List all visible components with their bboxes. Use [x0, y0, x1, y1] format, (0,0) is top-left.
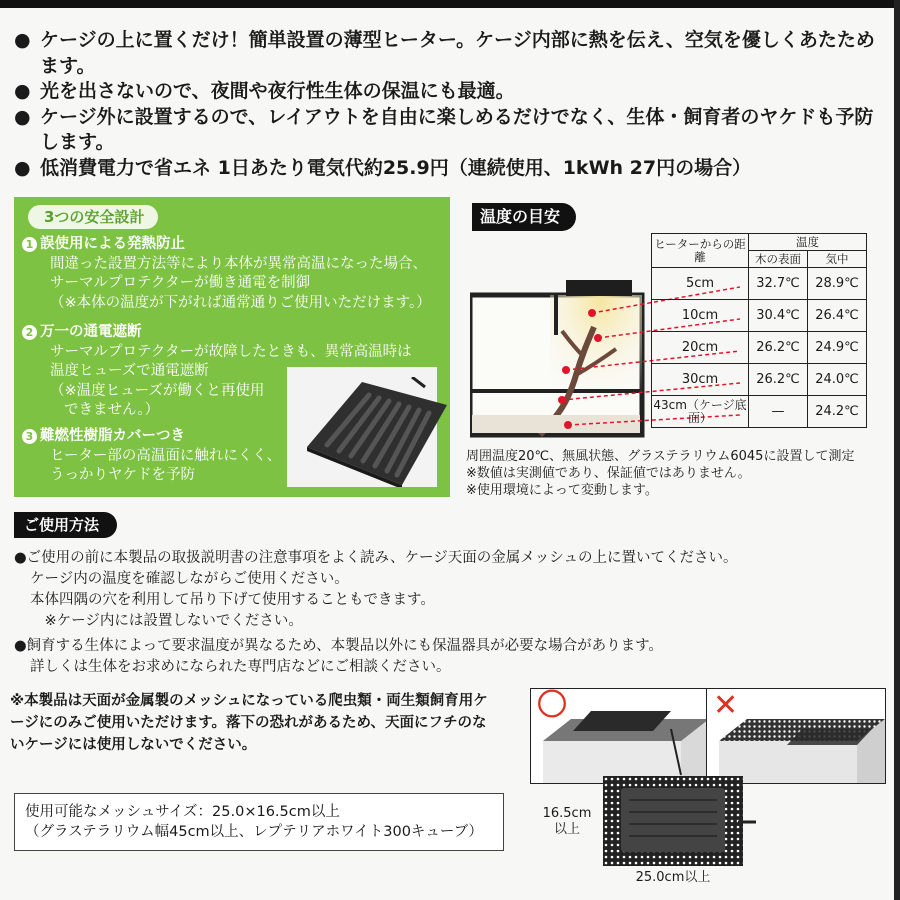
mesh-size-diagram	[603, 776, 743, 866]
feature-item: ● 低消費電力で省エネ 1日あたり電気代約25.9円（連続使用、1kWh 27円の場合）	[14, 156, 884, 182]
col-wood-header: 木の表面	[749, 251, 808, 268]
cage-ng-icon	[707, 689, 885, 783]
safety-item-heading: 誤使用による発熱防止	[40, 236, 185, 252]
row-air: 24.9℃	[808, 332, 867, 364]
row-distance: 10cm	[652, 300, 749, 332]
number-badge: 3	[22, 429, 37, 444]
body-line: できません。）	[64, 402, 160, 418]
ng-mark: ✕	[713, 688, 739, 723]
row-distance: 5cm	[652, 268, 749, 300]
cage-ok-icon	[531, 689, 709, 783]
safety-item-heading: 難燃性樹脂カバーつき	[40, 428, 185, 444]
feature-item: ● ケージの上に置くだけ！簡単設置の薄型ヒーター。ケージ内部に熱を伝え、空気を優しくあたためます。	[14, 28, 884, 79]
ng-illustration	[706, 688, 886, 784]
safety-item-body	[22, 447, 281, 486]
row-air: 28.9℃	[808, 268, 867, 300]
usage-line: ●ご使用の前に本製品の取扱説明書の注意事項をよく読み、ケージ天面の金属メッシュの上に置いてください。	[14, 550, 738, 566]
mesh-size-box	[14, 793, 504, 851]
temperature-table	[651, 233, 867, 428]
number-badge: 2	[22, 325, 37, 340]
body-line: ヒーター部の高温面に触れにくく、	[50, 447, 282, 464]
col-distance-header: ヒーターからの距離	[652, 234, 749, 268]
width-dimension: 25.0cm以上	[635, 870, 711, 885]
col-temp-header: 温度	[749, 234, 867, 251]
row-distance: 30cm	[652, 364, 749, 396]
col-air-header: 気中	[808, 251, 867, 268]
safety-panel	[14, 197, 450, 497]
table-row	[652, 268, 867, 300]
safety-item-1	[22, 235, 431, 313]
mesh-size-line: （グラステラリウム幅45cm以上、レプテリアホワイト300キューブ）	[25, 824, 483, 840]
temperature-section	[462, 200, 882, 500]
mesh-note: ※本製品は天面が金属製のメッシュになっている爬虫類・両生類飼育用ケージにのみご使用いただけます。落下の恐れがあるため、天面にフチのないケージには使用しないでください。	[10, 693, 488, 753]
right-frame	[894, 0, 900, 900]
body-line: うっかりヤケドを予防	[50, 467, 195, 483]
safety-item-body	[22, 255, 431, 314]
feature-item: ● 光を出さないので、夜間や夜行性生体の保温にも最適。	[14, 79, 884, 105]
ok-illustration	[530, 688, 710, 784]
note-line: 周囲温度20℃、無風状態、グラステラリウム6045に設置して測定	[466, 449, 855, 464]
row-wood: 32.7℃	[749, 268, 808, 300]
table-row	[652, 300, 867, 332]
usage-line: ●飼育する生体によって要求温度が異なるため、本製品以外にも保温器具が必要な場合があります。	[14, 638, 663, 654]
ok-mark: 〇	[537, 688, 567, 723]
row-wood: 30.4℃	[749, 300, 808, 332]
body-line: 間違った設置方法等により本体が異常高温になった場合、	[50, 255, 427, 272]
number-badge: 1	[22, 237, 37, 252]
height-dimension	[532, 806, 602, 838]
safety-title: 3つの安全設計	[28, 205, 158, 229]
heater-icon	[307, 377, 447, 487]
row-air: 24.0℃	[808, 364, 867, 396]
body-line: 温度ヒューズで通電遮断	[50, 363, 209, 379]
safety-item-3	[22, 427, 281, 486]
usage-line: 詳しくは生体をお求めになられた専門店などにご相談ください。	[30, 659, 451, 675]
height-value: 16.5cm	[542, 806, 592, 821]
row-distance: 20cm	[652, 332, 749, 364]
mesh-size-line: 使用可能なメッシュサイズ：25.0×16.5cm以上	[25, 804, 340, 820]
table-row	[652, 364, 867, 396]
usage-title: ご使用方法	[14, 512, 117, 538]
usage-line: ※ケージ内には設置しないでください。	[30, 613, 303, 629]
height-suffix: 以上	[553, 822, 580, 837]
body-line: （※温度ヒューズが働くと再使用	[50, 382, 265, 399]
row-wood: —	[749, 396, 808, 428]
usage-section	[14, 512, 884, 678]
cord-icon	[738, 818, 756, 826]
temperature-title: 温度の目安	[472, 203, 576, 231]
table-row	[652, 396, 867, 428]
temperature-notes	[466, 448, 854, 499]
safety-item-heading: 万一の通電遮断	[40, 324, 142, 340]
usage-line: 本体四隅の穴を利用して吊り下げて使用することもできます。	[30, 592, 435, 608]
feature-item: ● ケージ外に設置するので、レイアウトを自由に楽しめるだけでなく、生体・飼育者のヤケドも予防します。	[14, 105, 884, 156]
usage-line: ケージ内の温度を確認しながらご使用ください。	[30, 571, 349, 587]
body-line: （※本体の温度が下がれば通常通りご使用いただけます。）	[50, 294, 431, 311]
body-line: サーマルプロテクターが故障したときも、異常高温時は	[50, 343, 412, 360]
heater-photo	[287, 367, 437, 487]
row-wood: 26.2℃	[749, 364, 808, 396]
top-frame	[0, 0, 900, 8]
body-line: サーマルプロテクターが働き通電を制御	[50, 275, 311, 291]
note-line: ※使用環境によって変動します。	[466, 483, 658, 498]
row-wood: 26.2℃	[749, 332, 808, 364]
row-air: 26.4℃	[808, 300, 867, 332]
row-distance: 43cm（ケージ底面）	[652, 396, 749, 428]
table-row	[652, 332, 867, 364]
row-air: 24.2℃	[808, 396, 867, 428]
feature-list	[14, 28, 884, 181]
note-line: ※数値は実測値であり、保証値ではありません。	[466, 466, 751, 481]
